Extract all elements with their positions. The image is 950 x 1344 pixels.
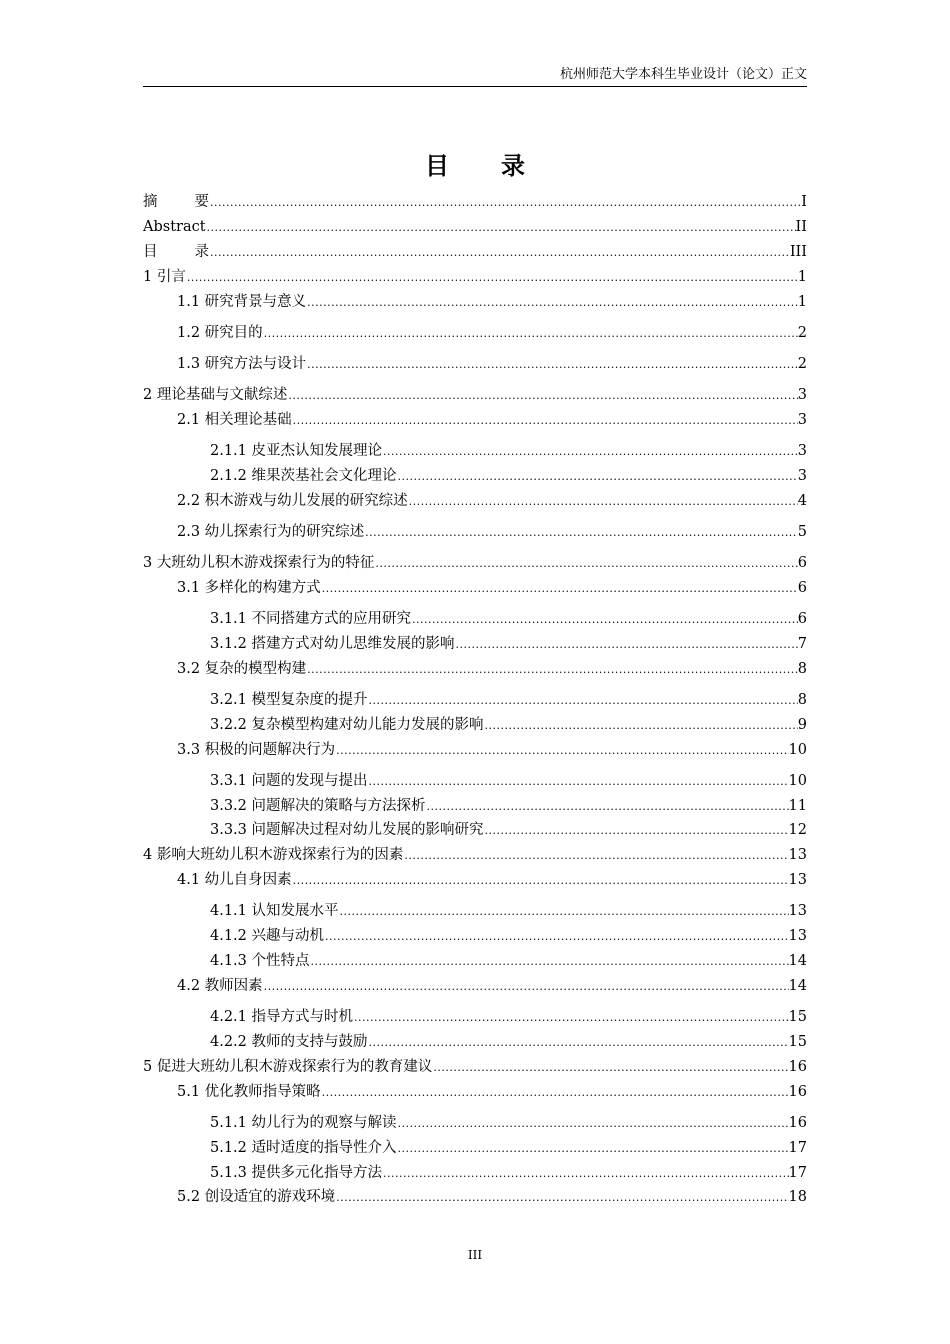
toc-entry-label — [143, 242, 209, 262]
toc-entry[interactable] — [143, 926, 807, 946]
toc-entry[interactable] — [143, 192, 807, 212]
toc-entry[interactable] — [143, 466, 807, 486]
toc-entry[interactable] — [143, 323, 807, 343]
dot-leader — [398, 467, 798, 487]
toc-entry-page: 11 — [788, 798, 807, 814]
toc-entry[interactable] — [143, 292, 807, 312]
toc-entry-label: 5.1.3 提供多元化指导方法 — [210, 1165, 383, 1181]
dot-leader — [187, 268, 798, 288]
toc-entry[interactable] — [143, 976, 807, 996]
toc-entry-label: 3.1 多样化的构建方式 — [177, 580, 321, 596]
toc-entry-label: 3.2 复杂的模型构建 — [177, 661, 307, 677]
toc-entry[interactable] — [143, 1007, 807, 1027]
toc-entry[interactable] — [143, 267, 807, 287]
dot-leader — [383, 1164, 789, 1184]
toc-entry-page: 1 — [797, 269, 807, 285]
toc-entry-page: 4 — [797, 493, 807, 509]
toc-entry-label — [143, 192, 209, 212]
toc-entry-page: 17 — [788, 1140, 807, 1156]
toc-entry-page: 17 — [788, 1165, 807, 1181]
toc-entry-label: 3.3.2 问题解决的策略与方法探析 — [210, 798, 426, 814]
dot-leader — [427, 797, 789, 817]
toc-entry[interactable] — [143, 385, 807, 405]
toc-entry-label: 1.1 研究背景与意义 — [177, 294, 307, 310]
toc-entry-page: 16 — [788, 1059, 807, 1075]
toc-entry[interactable] — [143, 578, 807, 598]
toc-entry-label: 4.2.2 教师的支持与鼓励 — [210, 1034, 368, 1050]
toc-entry-label: 2.1.1 皮亚杰认知发展理论 — [210, 443, 383, 459]
toc-entry[interactable] — [143, 609, 807, 629]
toc-entry-label-char: 录 — [194, 244, 209, 260]
dot-leader — [288, 386, 797, 406]
toc-entry-page: 13 — [788, 872, 807, 888]
toc-entry-page: 2 — [797, 325, 807, 341]
toc-entry-page: 8 — [797, 661, 807, 677]
toc-entry-label: 4.1.2 兴趣与动机 — [210, 928, 325, 944]
toc-entry-label: 4.1.1 认知发展水平 — [210, 903, 339, 919]
toc-entry[interactable] — [143, 1138, 807, 1158]
toc-entry-label: 3.1.2 搭建方式对幼儿思维发展的影响 — [210, 636, 455, 652]
toc-entry[interactable] — [143, 1032, 807, 1052]
toc-entry-label-char: 要 — [194, 194, 209, 210]
toc-entry[interactable] — [143, 1113, 807, 1133]
toc-entry[interactable] — [143, 522, 807, 542]
toc-entry-page: 7 — [797, 636, 807, 652]
dot-leader — [375, 554, 797, 574]
toc-entry[interactable] — [143, 410, 807, 430]
toc-entry-label: 2.1.2 维果茨基社会文化理论 — [210, 468, 397, 484]
dot-leader — [369, 1033, 789, 1053]
toc-entry-label-char: 摘 — [143, 194, 158, 210]
toc-entry-label: 5.2 创设适宜的游戏环境 — [177, 1189, 336, 1205]
toc-entry-page: 3 — [797, 468, 807, 484]
toc-entry-label: 3.3.1 问题的发现与提出 — [210, 773, 368, 789]
dot-leader — [412, 610, 798, 630]
dot-leader — [207, 218, 796, 238]
toc-entry-label: 2.2 积木游戏与幼儿发展的研究综述 — [177, 493, 408, 509]
toc-entry-label: 3 大班幼儿积木游戏探索行为的特征 — [143, 555, 375, 571]
toc-entry-page: 14 — [788, 953, 807, 969]
toc-entry-label: 4.2.1 指导方式与时机 — [210, 1009, 354, 1025]
dot-leader — [365, 523, 798, 543]
dot-leader — [398, 1139, 789, 1159]
dot-leader — [404, 846, 788, 866]
toc-entry[interactable] — [143, 441, 807, 461]
table-of-contents — [143, 0, 807, 1344]
toc-entry-page: 8 — [797, 692, 807, 708]
dot-leader — [322, 1083, 789, 1103]
dot-leader — [264, 324, 798, 344]
toc-entry-page: 14 — [788, 978, 807, 994]
toc-entry-page: 3 — [797, 412, 807, 428]
toc-entry[interactable] — [143, 1082, 807, 1102]
toc-entry[interactable] — [143, 1163, 807, 1183]
toc-entry-page: 10 — [788, 742, 807, 758]
dot-leader — [340, 902, 789, 922]
toc-entry[interactable] — [143, 796, 807, 816]
dot-leader — [433, 1058, 788, 1078]
toc-entry-page: 5 — [797, 524, 807, 540]
toc-entry-label: 2.3 幼儿探索行为的研究综述 — [177, 524, 365, 540]
toc-entry-label: 5.1 优化教师指导策略 — [177, 1084, 321, 1100]
toc-entry-label: 1.3 研究方法与设计 — [177, 356, 307, 372]
toc-entry-page: 6 — [797, 555, 807, 571]
toc-entry-label: 3.2.1 模型复杂度的提升 — [210, 692, 368, 708]
toc-entry-label: 4.2 教师因素 — [177, 978, 263, 994]
toc-entry-label: 2 理论基础与文献综述 — [143, 387, 288, 403]
toc-entry-page: 6 — [797, 611, 807, 627]
toc-entry[interactable] — [143, 634, 807, 654]
page-number: III — [467, 1248, 483, 1262]
header-text: 杭州师范大学本科生毕业设计（论文）正文 — [559, 67, 807, 82]
toc-entry-page: I — [801, 194, 807, 210]
dot-leader — [336, 1188, 788, 1208]
toc-entry[interactable] — [143, 740, 807, 760]
toc-entry-page: 9 — [797, 717, 807, 733]
toc-entry[interactable] — [143, 951, 807, 971]
toc-entry[interactable] — [143, 690, 807, 710]
dot-leader — [409, 492, 798, 512]
title-char-2: 录 — [501, 152, 525, 180]
dot-leader — [383, 442, 798, 462]
toc-entry[interactable] — [143, 820, 807, 840]
dot-leader — [325, 927, 789, 947]
toc-entry-label-char: 目 — [143, 244, 158, 260]
toc-entry-page: 12 — [788, 822, 807, 838]
toc-entry-label: 4 影响大班幼儿积木游戏探索行为的因素 — [143, 847, 404, 863]
dot-leader — [369, 691, 798, 711]
toc-entry-page: 10 — [788, 773, 807, 789]
toc-entry-page: 13 — [788, 928, 807, 944]
toc-entry-label: 1 引言 — [143, 269, 186, 285]
dot-leader — [293, 871, 789, 891]
toc-entry-page: 18 — [788, 1189, 807, 1205]
toc-entry-label: 3.3 积极的问题解决行为 — [177, 742, 336, 758]
toc-entry-page: 13 — [788, 903, 807, 919]
dot-leader — [369, 772, 789, 792]
toc-entry-page: 3 — [797, 387, 807, 403]
toc-entry-label: 5 促进大班幼儿积木游戏探索行为的教育建议 — [143, 1059, 433, 1075]
dot-leader — [322, 579, 798, 599]
toc-entry-page: 15 — [788, 1034, 807, 1050]
toc-entry-label: 4.1.3 个性特点 — [210, 953, 310, 969]
dot-leader — [485, 821, 789, 841]
dot-leader — [307, 293, 798, 313]
dot-leader — [307, 660, 798, 680]
toc-entry[interactable] — [143, 553, 807, 573]
toc-entry[interactable] — [143, 1187, 807, 1207]
toc-entry-page: 1 — [797, 294, 807, 310]
dot-leader — [293, 411, 798, 431]
dot-leader — [354, 1008, 789, 1028]
toc-entry-page: II — [795, 219, 807, 235]
toc-entry-page: 13 — [788, 847, 807, 863]
toc-entry-label: 5.1.1 幼儿行为的观察与解读 — [210, 1115, 397, 1131]
toc-entry[interactable] — [143, 845, 807, 865]
toc-entry-page: 16 — [788, 1084, 807, 1100]
toc-entry-label: 1.2 研究目的 — [177, 325, 263, 341]
toc-entry[interactable] — [143, 659, 807, 679]
dot-leader — [336, 741, 788, 761]
toc-entry-label: 4.1 幼儿自身因素 — [177, 872, 292, 888]
toc-entry-page: III — [789, 244, 807, 260]
toc-entry[interactable] — [143, 217, 807, 237]
dot-leader — [307, 355, 798, 375]
title-char-1: 目 — [425, 152, 449, 180]
dot-leader — [311, 952, 789, 972]
toc-entry-label: 3.3.3 问题解决过程对幼儿发展的影响研究 — [210, 822, 484, 838]
toc-entry-label: Abstract — [143, 219, 206, 235]
dot-leader — [398, 1114, 789, 1134]
toc-entry-page: 6 — [797, 580, 807, 596]
toc-entry[interactable] — [143, 354, 807, 374]
dot-leader — [210, 193, 801, 213]
toc-entry[interactable] — [143, 242, 807, 262]
toc-entry-label: 3.2.2 复杂模型构建对幼儿能力发展的影响 — [210, 717, 484, 733]
dot-leader — [210, 243, 790, 263]
toc-entry-page: 3 — [797, 443, 807, 459]
dot-leader — [456, 635, 798, 655]
toc-entry-label: 5.1.2 适时适度的指导性介入 — [210, 1140, 397, 1156]
toc-entry-page: 2 — [797, 356, 807, 372]
toc-entry-label: 2.1 相关理论基础 — [177, 412, 292, 428]
toc-entry-label: 3.1.1 不同搭建方式的应用研究 — [210, 611, 412, 627]
toc-entry[interactable] — [143, 1057, 807, 1077]
page-footer — [0, 1248, 950, 1262]
toc-entry[interactable] — [143, 491, 807, 511]
toc-entry[interactable] — [143, 901, 807, 921]
dot-leader — [264, 977, 789, 997]
toc-entry[interactable] — [143, 870, 807, 890]
dot-leader — [485, 716, 798, 736]
toc-entry[interactable] — [143, 771, 807, 791]
toc-entry-page: 15 — [788, 1009, 807, 1025]
toc-entry-page: 16 — [788, 1115, 807, 1131]
toc-entry[interactable] — [143, 715, 807, 735]
